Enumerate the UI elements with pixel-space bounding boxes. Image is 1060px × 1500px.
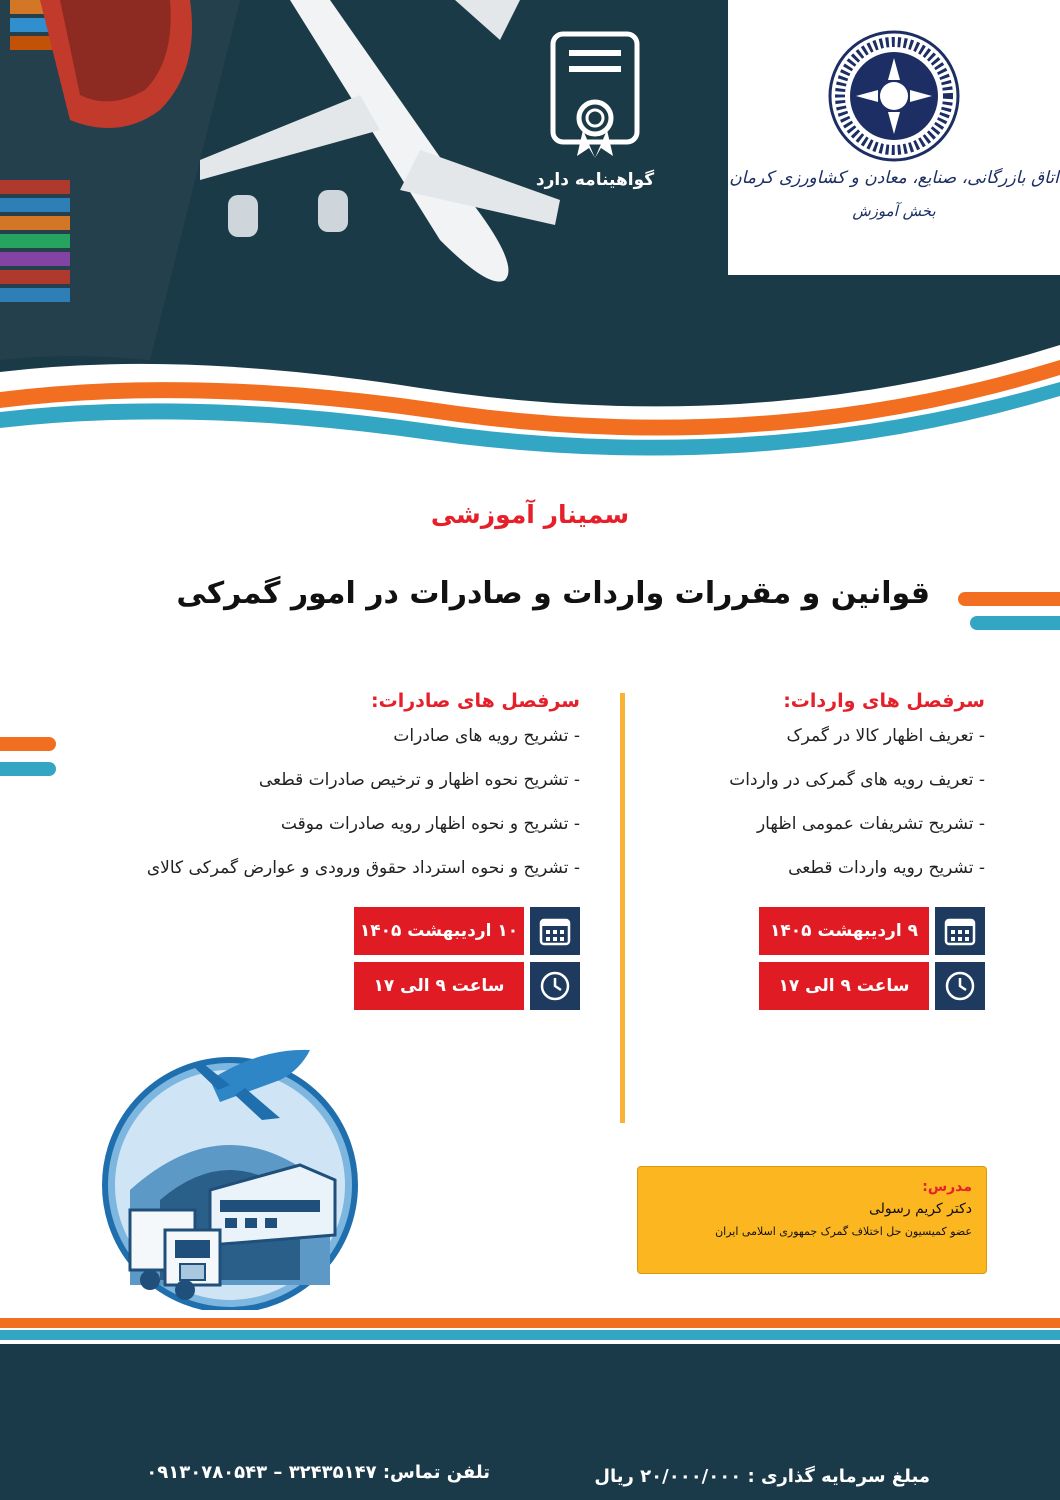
instructor-name: دکتر کریم رسولی (868, 1201, 972, 1217)
instructor-heading: مدرس: (922, 1179, 972, 1195)
calendar-icon (935, 907, 985, 955)
contact-text: تلفن تماس: ۳۲۴۳۵۱۴۷ – ۰۹۱۳۰۷۸۰۵۴۳ (146, 1462, 490, 1483)
clock-icon (935, 962, 985, 1010)
imports-time-row (759, 962, 985, 1010)
exports-heading: سرفصل های صادرات: (371, 690, 580, 712)
list-item: - تشریح رویه های صادرات (393, 726, 580, 746)
list-item: - تشریح و نحوه اظهار رویه صادرات موقت (280, 814, 580, 834)
exports-date: ۱۰ اردیبهشت ۱۴۰۵ (354, 907, 524, 955)
event-subtitle: سمینار آموزشی (430, 500, 630, 529)
imports-time: ساعت ۹ الی ۱۷ (759, 962, 929, 1010)
certificate-icon (549, 30, 641, 160)
list-item: - تشریح و نحوه استرداد حقوق ورودی و عوارض گمرکی کالای (146, 858, 580, 878)
title-stripe-teal (970, 616, 1060, 630)
exports-time: ساعت ۹ الی ۱۷ (354, 962, 524, 1010)
imports-date: ۹ اردیبهشت ۱۴۰۵ (759, 907, 929, 955)
instructor-role: عضو کمیسیون حل اختلاف گمرک جمهوری اسلامی ایران (715, 1225, 972, 1238)
list-item: - تشریح رویه واردات قطعی (788, 858, 985, 878)
event-title: قوانین و مقررات واردات و صادرات در امور گمرکی (176, 576, 930, 611)
exports-date-row (354, 907, 580, 955)
certificate-label: گواهینامه دارد (535, 170, 655, 190)
exports-section (40, 690, 580, 902)
fee-text: مبلغ سرمایه گذاری : ۲۰/۰۰۰/۰۰۰ ریال (594, 1466, 930, 1487)
logo-panel (728, 0, 1060, 275)
list-item: - تشریح نحوه اظهار و ترخیص صادرات قطعی (258, 770, 580, 790)
clock-icon (530, 962, 580, 1010)
list-item: - تعریف اظهار کالا در گمرک (786, 726, 985, 746)
title-stripe-orange (958, 592, 1060, 606)
imports-heading: سرفصل های واردات: (783, 690, 985, 712)
transport-illustration (90, 1040, 380, 1310)
exports-time-row (354, 962, 580, 1010)
certificate-badge (520, 30, 670, 190)
chamber-emblem-icon (826, 28, 962, 164)
column-divider (620, 693, 625, 1123)
department-name: بخش آموزش (852, 202, 936, 220)
imports-section (625, 690, 985, 902)
list-item: - تشریح تشریفات عمومی اظهار (756, 814, 985, 834)
imports-date-row (759, 907, 985, 955)
list-item: - تعریف رویه های گمرکی در واردات (729, 770, 985, 790)
instructor-box (637, 1166, 987, 1274)
calendar-icon (530, 907, 580, 955)
chamber-name: اتاق بازرگانی، صنایع، معادن و کشاورزی کرمان (729, 168, 1059, 188)
